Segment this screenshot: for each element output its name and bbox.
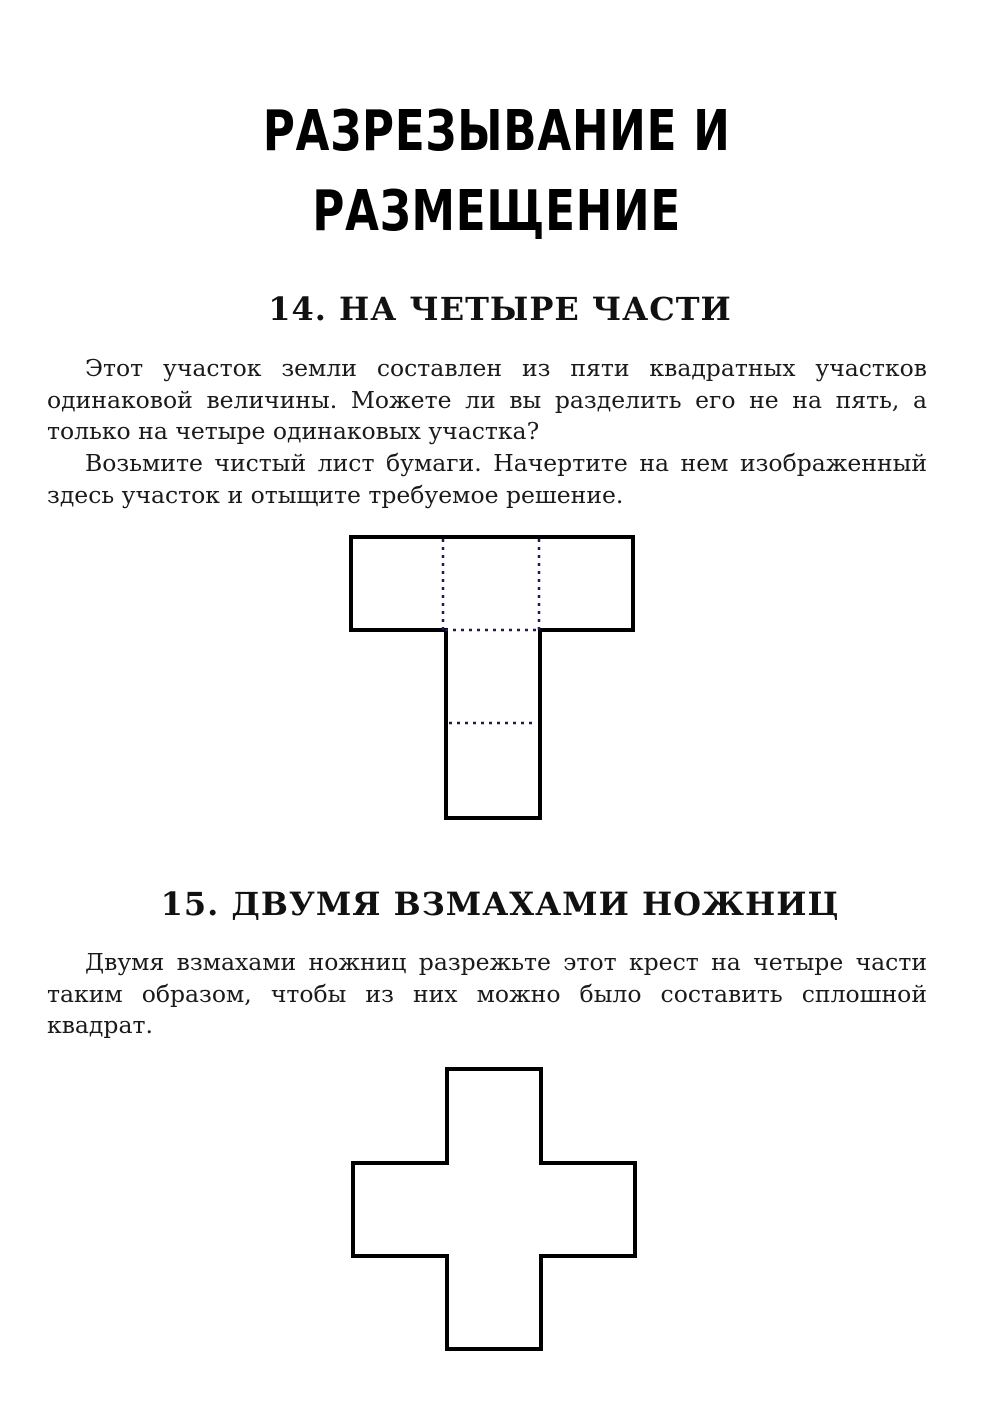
cross-figure bbox=[347, 1063, 639, 1355]
problem-15-heading: 15. ДВУМЯ ВЗМАХАМИ НОЖНИЦ bbox=[160, 885, 840, 923]
problem-14-paragraph-1: Этот участок земли составлен из пяти квадратных участков одинаковой величины. Можете ли вы разделить его не на пять, а только на четыре одинаковых участка? bbox=[47, 354, 927, 445]
problem-15-paragraph-1: Двумя взмахами ножниц разрежьте этот крест на четыре части таким образом, чтобы из них можно было составить сплошной квадрат. bbox=[47, 948, 927, 1039]
problem-14-paragraph-2: Возьмите чистый лист бумаги. Начертите на нем изображенный здесь участок и отыщите требуемое решение. bbox=[47, 449, 927, 509]
page-title: РАЗРЕЗЫВАНИЕ И РАЗМЕЩЕНИЕ bbox=[262, 99, 731, 244]
t-shape-figure bbox=[345, 531, 637, 823]
cross-outline bbox=[353, 1069, 635, 1349]
t-shape-outline bbox=[351, 537, 633, 818]
problem-14-heading: 14. НА ЧЕТЫРЕ ЧАСТИ bbox=[268, 290, 732, 328]
